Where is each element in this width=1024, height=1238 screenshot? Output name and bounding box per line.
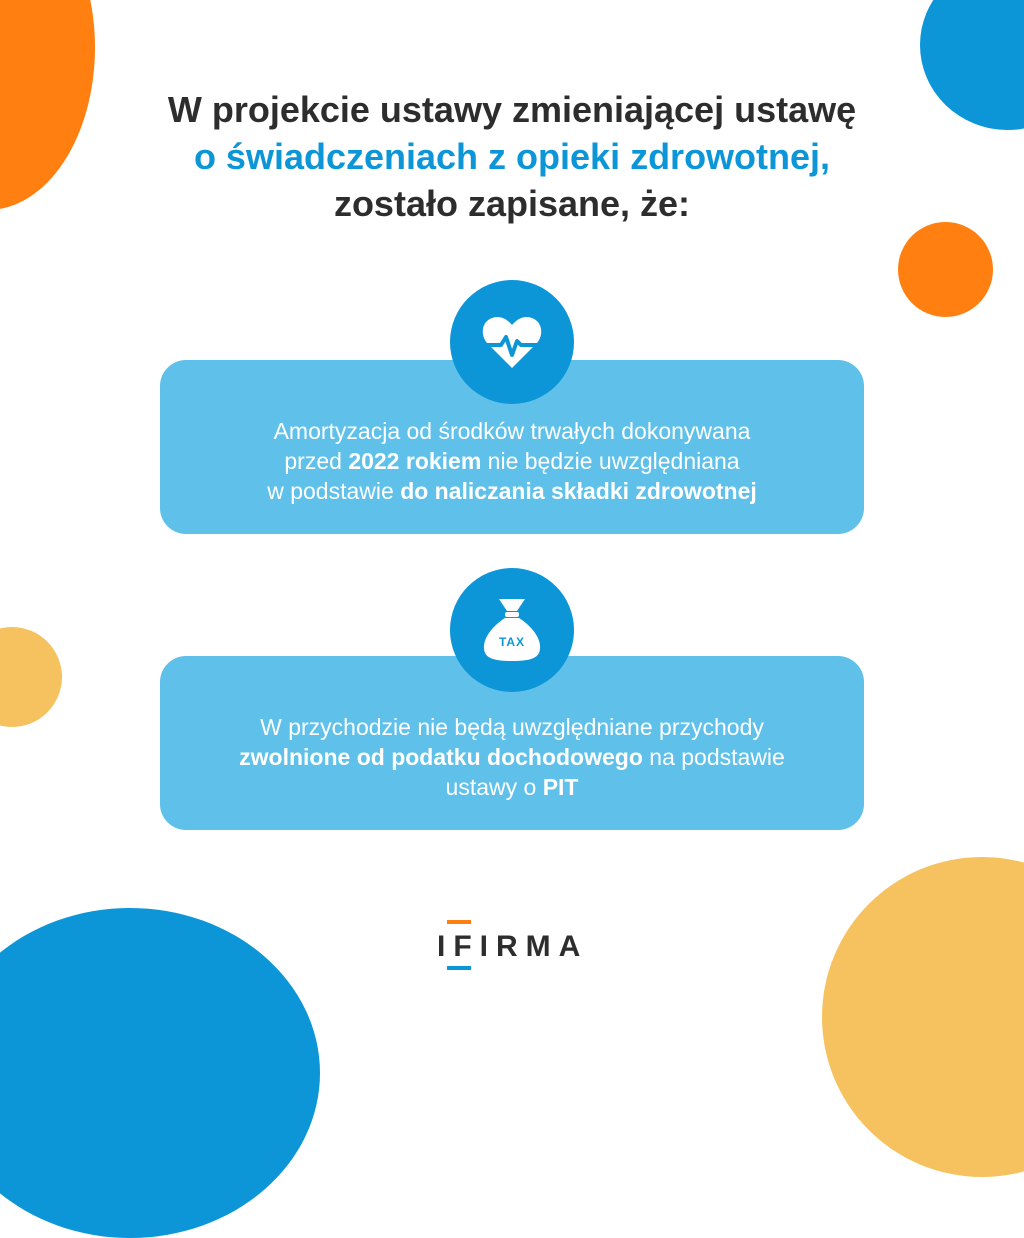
card-text-bold: zwolnione od podatku dochodowego: [239, 744, 643, 770]
heart-pulse-badge: [450, 280, 574, 404]
card-line: W przychodzie nie będą uwzględniane przychody: [260, 714, 764, 740]
card-text: [267, 388, 757, 506]
card-text: [239, 684, 785, 802]
page-title: [0, 86, 1024, 227]
title-line-2: o świadczeniach z opieki zdrowotnej,: [193, 136, 831, 177]
decor-circle-yellow-small: [0, 627, 62, 727]
heart-pulse-icon: [481, 314, 543, 370]
card-line: Amortyzacja od środków trwałych dokonywana: [273, 418, 751, 444]
title-line-1: W projekcie ustawy zmieniającej ustawę: [167, 89, 857, 130]
decor-circle-yellow: [822, 857, 1024, 1177]
card-text-segment: na podstawie: [642, 744, 785, 770]
card-text-bold: do naliczania składki zdrowotnej: [400, 478, 757, 504]
card-text-segment: ustawy o: [445, 774, 543, 800]
tax-label: TAX: [498, 635, 526, 649]
card-line: [267, 446, 757, 476]
decor-circle-orange-small: [898, 222, 993, 317]
tax-bag-badge: [450, 568, 574, 692]
logo-text: IFIRMA: [437, 930, 589, 963]
card-text-segment: przed: [284, 448, 349, 474]
card-text-bold: 2022 rokiem: [348, 448, 482, 474]
logo-accent-orange: [447, 920, 471, 924]
logo-accent-blue: [447, 966, 471, 970]
card-text-segment: nie będzie uwzględniana: [481, 448, 740, 474]
decor-circle-blue-large: [0, 908, 320, 1238]
card-line: [267, 476, 757, 506]
card-text-segment: w podstawie: [267, 478, 401, 504]
card-line: [239, 742, 785, 772]
title-line-3: zostało zapisane, że:: [333, 183, 691, 224]
card-line: [239, 772, 785, 802]
ifirma-logo: [437, 930, 588, 970]
card-text-bold: PIT: [542, 774, 579, 800]
tax-bag-icon: [481, 597, 543, 663]
